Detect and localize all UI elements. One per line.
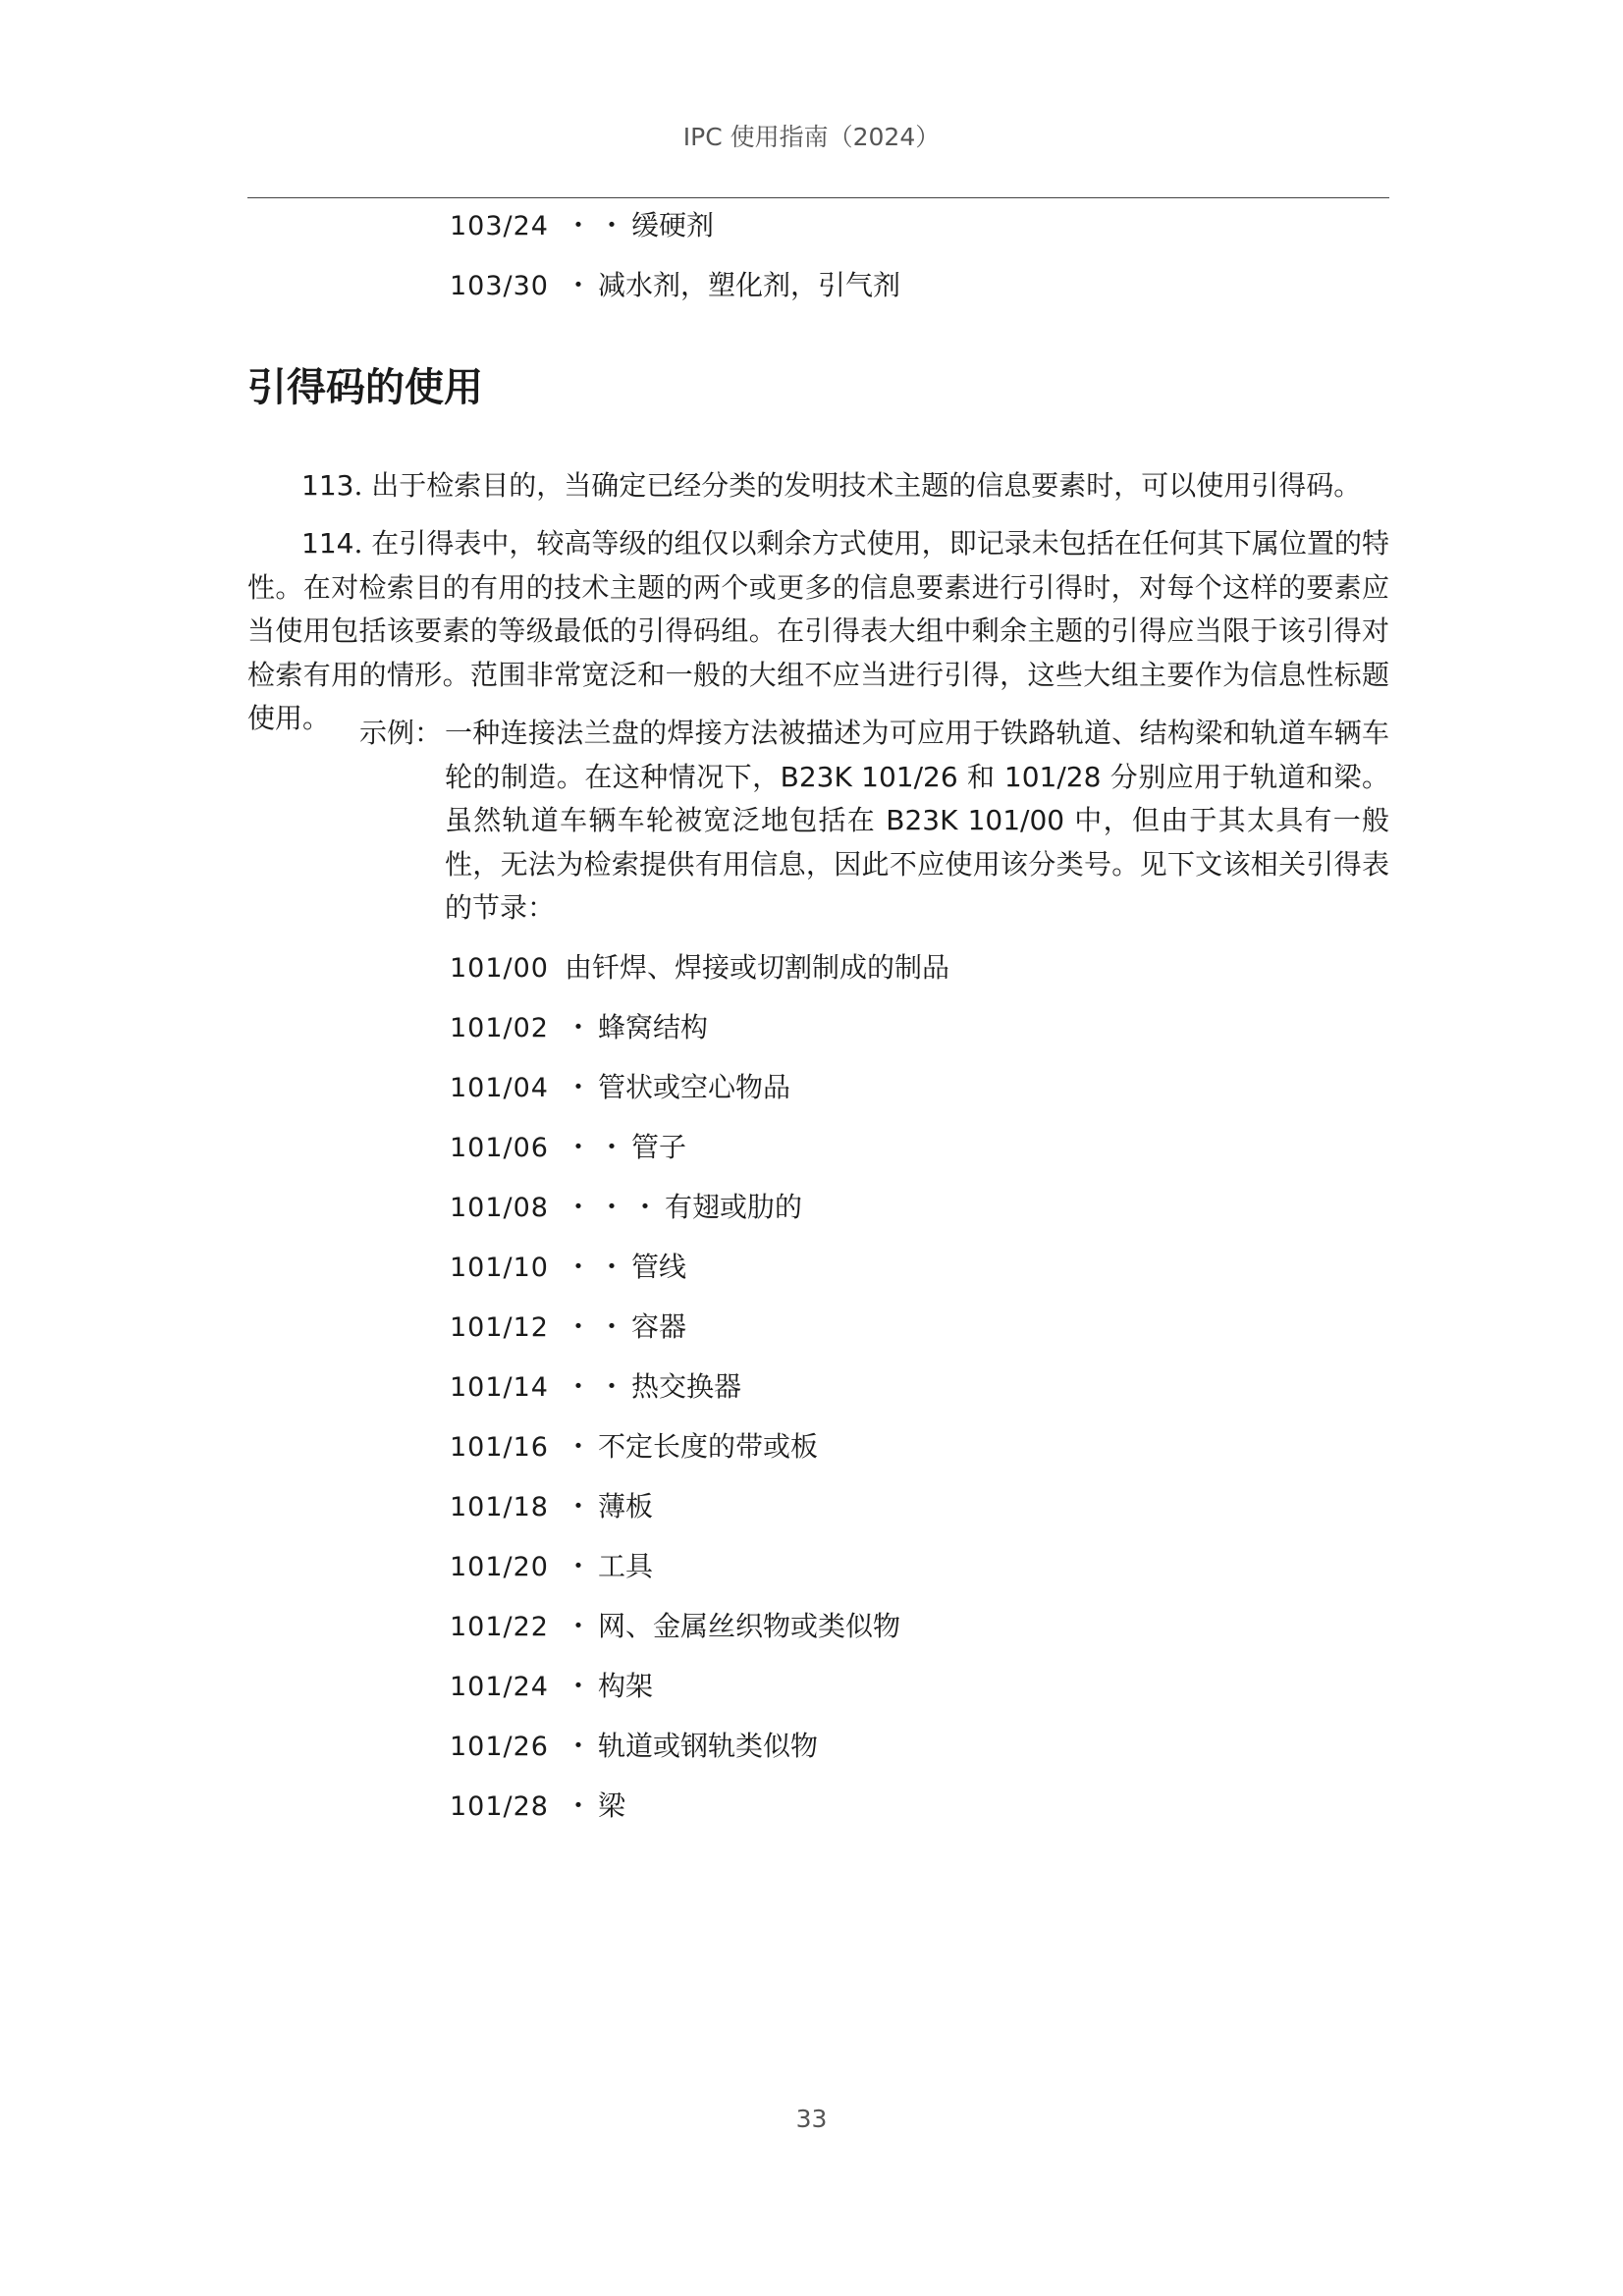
page-number: 33 [795, 2105, 828, 2133]
entry-dots: ・・ [565, 1251, 632, 1283]
entry-code: 101/20 [450, 1552, 549, 1582]
index-entry [450, 209, 714, 243]
entry-code: 101/00 [450, 953, 549, 984]
index-entry [450, 1490, 653, 1524]
entry-code: 101/08 [450, 1193, 549, 1223]
entry-code: 101/26 [450, 1732, 549, 1762]
entry-code: 101/18 [450, 1492, 549, 1522]
entry-text: 轨道或钢轨类似物 [598, 1730, 819, 1762]
paragraph-text: . 在引得表中，较高等级的组仅以剩余方式使用，即记录未包括在任何其下属位置的特性。在对检索目的有用的技术主题的两个或更多的信息要素进行引得时，对每个这样的要素应当使用包括该要素的等级最低的引得码组。在引得表大组中剩余主题的引得应当限于该引得对检索有用的情形。范围非常宽泛和一般的大组不应当进行引得，这些大组主要作为信息性标题使用。 [247, 527, 1389, 734]
index-entry [450, 1191, 802, 1225]
index-entry [450, 1610, 900, 1644]
entry-dots: ・ [565, 1490, 599, 1522]
entry-text: 容器 [631, 1310, 687, 1343]
paragraph-number: 113 [301, 469, 354, 502]
paragraph-number: 114 [301, 527, 354, 560]
entry-code: 101/06 [450, 1133, 549, 1163]
index-entry [450, 1131, 686, 1165]
entry-dots: ・ [565, 269, 599, 301]
entry-dots: ・ [565, 1550, 599, 1582]
entry-dots: ・・ [565, 1310, 632, 1343]
entry-text: 管线 [631, 1251, 687, 1283]
index-entry [450, 951, 949, 986]
entry-code: 101/16 [450, 1432, 549, 1463]
entry-code: 103/30 [450, 271, 549, 301]
entry-text: 由钎焊、焊接或切割制成的制品 [565, 951, 950, 984]
entry-dots: ・ [565, 1670, 599, 1702]
entry-code: 101/10 [450, 1253, 549, 1283]
classification-code: B23K 101/00 [886, 804, 1065, 836]
section-heading: 引得码的使用 [247, 365, 483, 410]
entry-text: 管子 [631, 1131, 687, 1163]
entry-dots: ・・ [565, 1131, 632, 1163]
entry-dots: ・・ [565, 209, 632, 241]
entry-dots: ・ [565, 1789, 599, 1822]
header-divider [247, 197, 1389, 198]
entry-dots: ・ [565, 1011, 599, 1043]
index-entry [450, 1011, 708, 1045]
entry-code: 101/22 [450, 1612, 549, 1642]
entry-dots: ・ [565, 1071, 599, 1103]
entry-code: 101/12 [450, 1312, 549, 1343]
entry-dots: ・ [565, 1610, 599, 1642]
entry-text: 网、金属丝织物或类似物 [598, 1610, 901, 1642]
entry-text: 不定长度的带或板 [598, 1430, 819, 1463]
entry-dots: ・・ [565, 1370, 632, 1403]
index-entry [450, 1370, 741, 1405]
index-entry [450, 1071, 790, 1105]
paragraph-text: . 出于检索目的，当确定已经分类的发明技术主题的信息要素时，可以使用引得码。 [353, 469, 1362, 502]
entry-code: 103/24 [450, 211, 549, 241]
index-entry [450, 1730, 818, 1764]
entry-text: 热交换器 [631, 1370, 742, 1403]
index-entry [450, 1789, 625, 1824]
entry-text: 减水剂，塑化剂，引气剂 [598, 269, 901, 301]
paragraph-113 [247, 464, 1389, 508]
example-text: 一种连接法兰盘的焊接方法被描述为可应用于铁路轨道、结构梁和轨道车辆车轮的制造。在这种情况下，B23K 101/26 和 101/28 分别应用于轨道和梁。虽然轨道车辆车轮被宽泛地包括在 B23K 101/00 中，但由于其太具有一般性，无法为检索提供有用信息，因此不应使用该分类号。见下文该相关引得表的节录： [445, 717, 1390, 924]
index-entry [450, 1310, 686, 1345]
classification-code: 101/28 [1003, 760, 1102, 793]
entry-text: 构架 [598, 1670, 654, 1702]
index-entry [450, 1550, 653, 1584]
index-entry [450, 1430, 818, 1465]
index-entry [450, 269, 900, 303]
entry-text: 薄板 [598, 1490, 654, 1522]
classification-code: B23K 101/26 [780, 760, 958, 793]
entry-text: 管状或空心物品 [598, 1071, 791, 1103]
entry-text: 蜂窝结构 [598, 1011, 709, 1043]
entry-code: 101/24 [450, 1672, 549, 1702]
entry-text: 梁 [598, 1789, 626, 1822]
entry-dots: ・ [565, 1430, 599, 1463]
entry-code: 101/28 [450, 1791, 549, 1822]
entry-dots: ・ [565, 1730, 599, 1762]
example-label: 示例： [359, 717, 443, 749]
entry-code: 101/14 [450, 1372, 549, 1403]
paragraph-114 [247, 522, 1389, 741]
page-header: IPC 使用指南（2024） [682, 123, 941, 151]
index-entry [450, 1251, 686, 1285]
entry-dots: ・・・ [565, 1191, 666, 1223]
entry-code: 101/04 [450, 1073, 549, 1103]
entry-text: 缓硬剂 [631, 209, 715, 241]
entry-text: 工具 [598, 1550, 654, 1582]
index-entry [450, 1670, 653, 1704]
entry-code: 101/02 [450, 1013, 549, 1043]
entry-text: 有翅或肋的 [665, 1191, 803, 1223]
